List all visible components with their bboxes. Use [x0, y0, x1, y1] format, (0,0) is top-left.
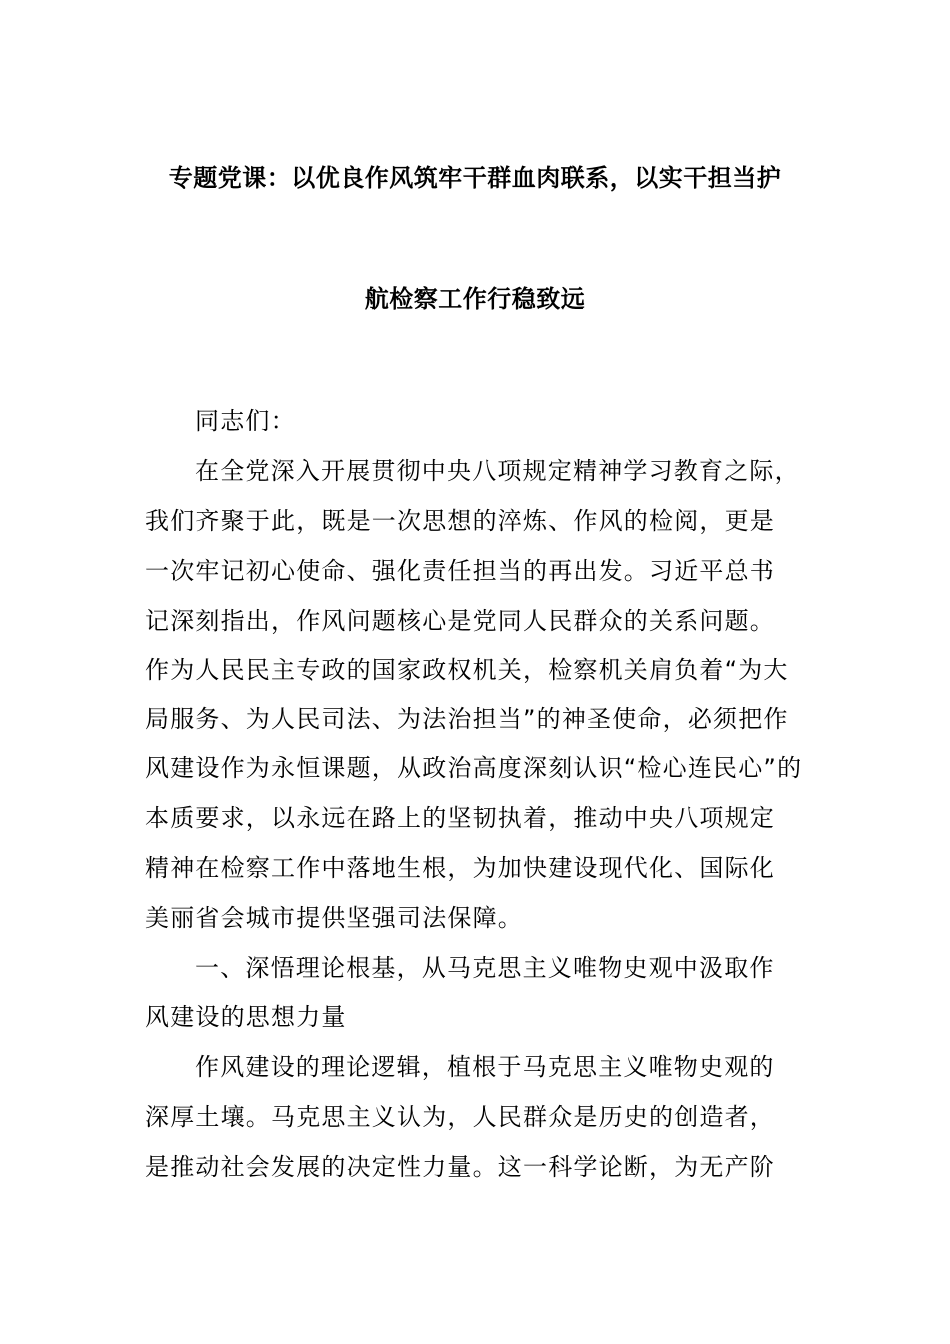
- document-title-line-1: 专题党课：以优良作风筑牢干群血肉联系，以实干担当护: [168, 164, 782, 192]
- paragraph-1-line-2: 我们齐聚于此，既是一次思想的淬炼、作风的检阅，更是: [145, 507, 775, 535]
- paragraph-2-line-3: 是推动社会发展的决定性力量。这一科学论断，为无产阶: [145, 1153, 775, 1181]
- paragraph-1-line-7: 风建设作为永恒课题，从政治高度深刻认识“检心连民心”的: [145, 754, 803, 782]
- paragraph-1-line-5: 作为人民民主专政的国家政权机关，检察机关肩负着“为大: [145, 656, 789, 684]
- paragraph-1-line-4: 记深刻指出，作风问题核心是党同人民群众的关系问题。: [145, 607, 775, 635]
- paragraph-1-line-3: 一次牢记初心使命、强化责任担当的再出发。习近平总书: [145, 557, 775, 585]
- paragraph-1-line-9: 精神在检察工作中落地生根，为加快建设现代化、国际化: [145, 854, 775, 882]
- paragraph-1-line-10: 美丽省会城市提供坚强司法保障。: [145, 904, 523, 932]
- paragraph-1-line-1: 在全党深入开展贯彻中央八项规定精神学习教育之际，: [195, 457, 800, 485]
- paragraph-2-line-1: 作风建设的理论逻辑，植根于马克思主义唯物史观的: [195, 1053, 775, 1081]
- paragraph-2-line-2: 深厚土壤。马克思主义认为，人民群众是历史的创造者，: [145, 1103, 775, 1131]
- paragraph-1-line-6: 局服务、为人民司法、为法治担当”的神圣使命，必须把作: [145, 705, 789, 733]
- document-title-line-2: 航检察工作行稳致远: [364, 285, 586, 313]
- paragraph-1-line-8: 本质要求，以永远在路上的坚韧执着，推动中央八项规定: [145, 804, 775, 832]
- section-heading-1-line-2: 风建设的思想力量: [145, 1003, 347, 1031]
- salutation: 同志们：: [195, 407, 296, 435]
- section-heading-1-line-1: 一、深悟理论根基，从马克思主义唯物史观中汲取作: [195, 954, 775, 982]
